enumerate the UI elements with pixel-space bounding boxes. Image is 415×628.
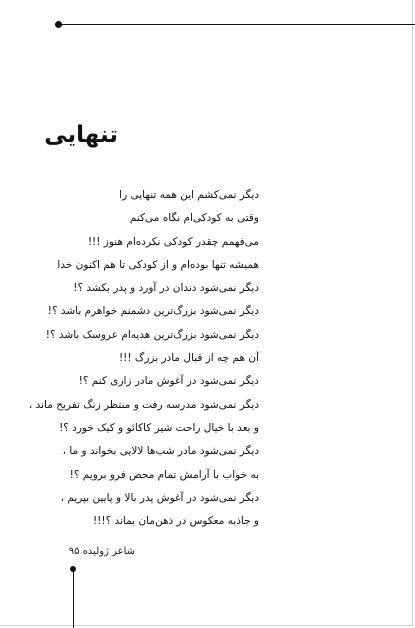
poem-body — [29, 184, 259, 533]
poet-signature: شاعر ژولیده ۹۵ — [68, 546, 135, 557]
poem-line: می‌فهمم چقدر کودکی نکرده‌ام هنوز !!! — [87, 235, 259, 248]
poem-line: به خواب با آرامش تمام محض فرو برویم ؟! — [69, 468, 259, 481]
poem-line: دیگر نمی‌شود مادر شب‌ها لالایی بخواند و ما ، — [62, 445, 259, 458]
poem-line: و بعد با خیال راحت شیر کاکائو و کیک خورد ؟! — [59, 421, 259, 434]
poem-line: دیگر نمی‌شود در آغوش مادر زاری کنم ؟! — [78, 375, 259, 388]
poem-line: دیگر نمی‌شود بزرگ‌ترین هدیه‌ام عروسک باشد ؟! — [45, 328, 259, 341]
top-rule — [58, 24, 415, 25]
bottom-rule — [73, 571, 74, 628]
poem-title: تنهایی — [44, 122, 118, 148]
poem-line: دیگر نمی‌شود در آغوش پدر بالا و پایین بپریم ، — [60, 491, 259, 504]
poem-line: دیگر نمی‌شود بزرگ‌ترین دشمنم خواهرم باشد ؟! — [47, 305, 259, 318]
poem-line: آن هم چه از قبال مادر بزرگ !!! — [118, 352, 259, 365]
poem-line: دیگر نمی‌کشم این همه تنهایی را — [119, 189, 259, 201]
poem-line: دیگر نمی‌شود دندان در آورد و پدر بکشد ؟! — [73, 282, 259, 295]
poem-line: دیگر نمی‌شود مدرسه رفت و منتظر زنگ تفریح ماند ، — [28, 398, 259, 411]
poem-line: وقتی به کودکی‌ام نگاه می‌کنم — [129, 212, 259, 225]
poem-line: و جاذبه معکوس در ذهن‌مان بماند ؟!!! — [92, 515, 259, 528]
poem-line: همیشه تنها بوده‌ام و از کودکی تا هم اکنون خدا — [57, 258, 259, 271]
